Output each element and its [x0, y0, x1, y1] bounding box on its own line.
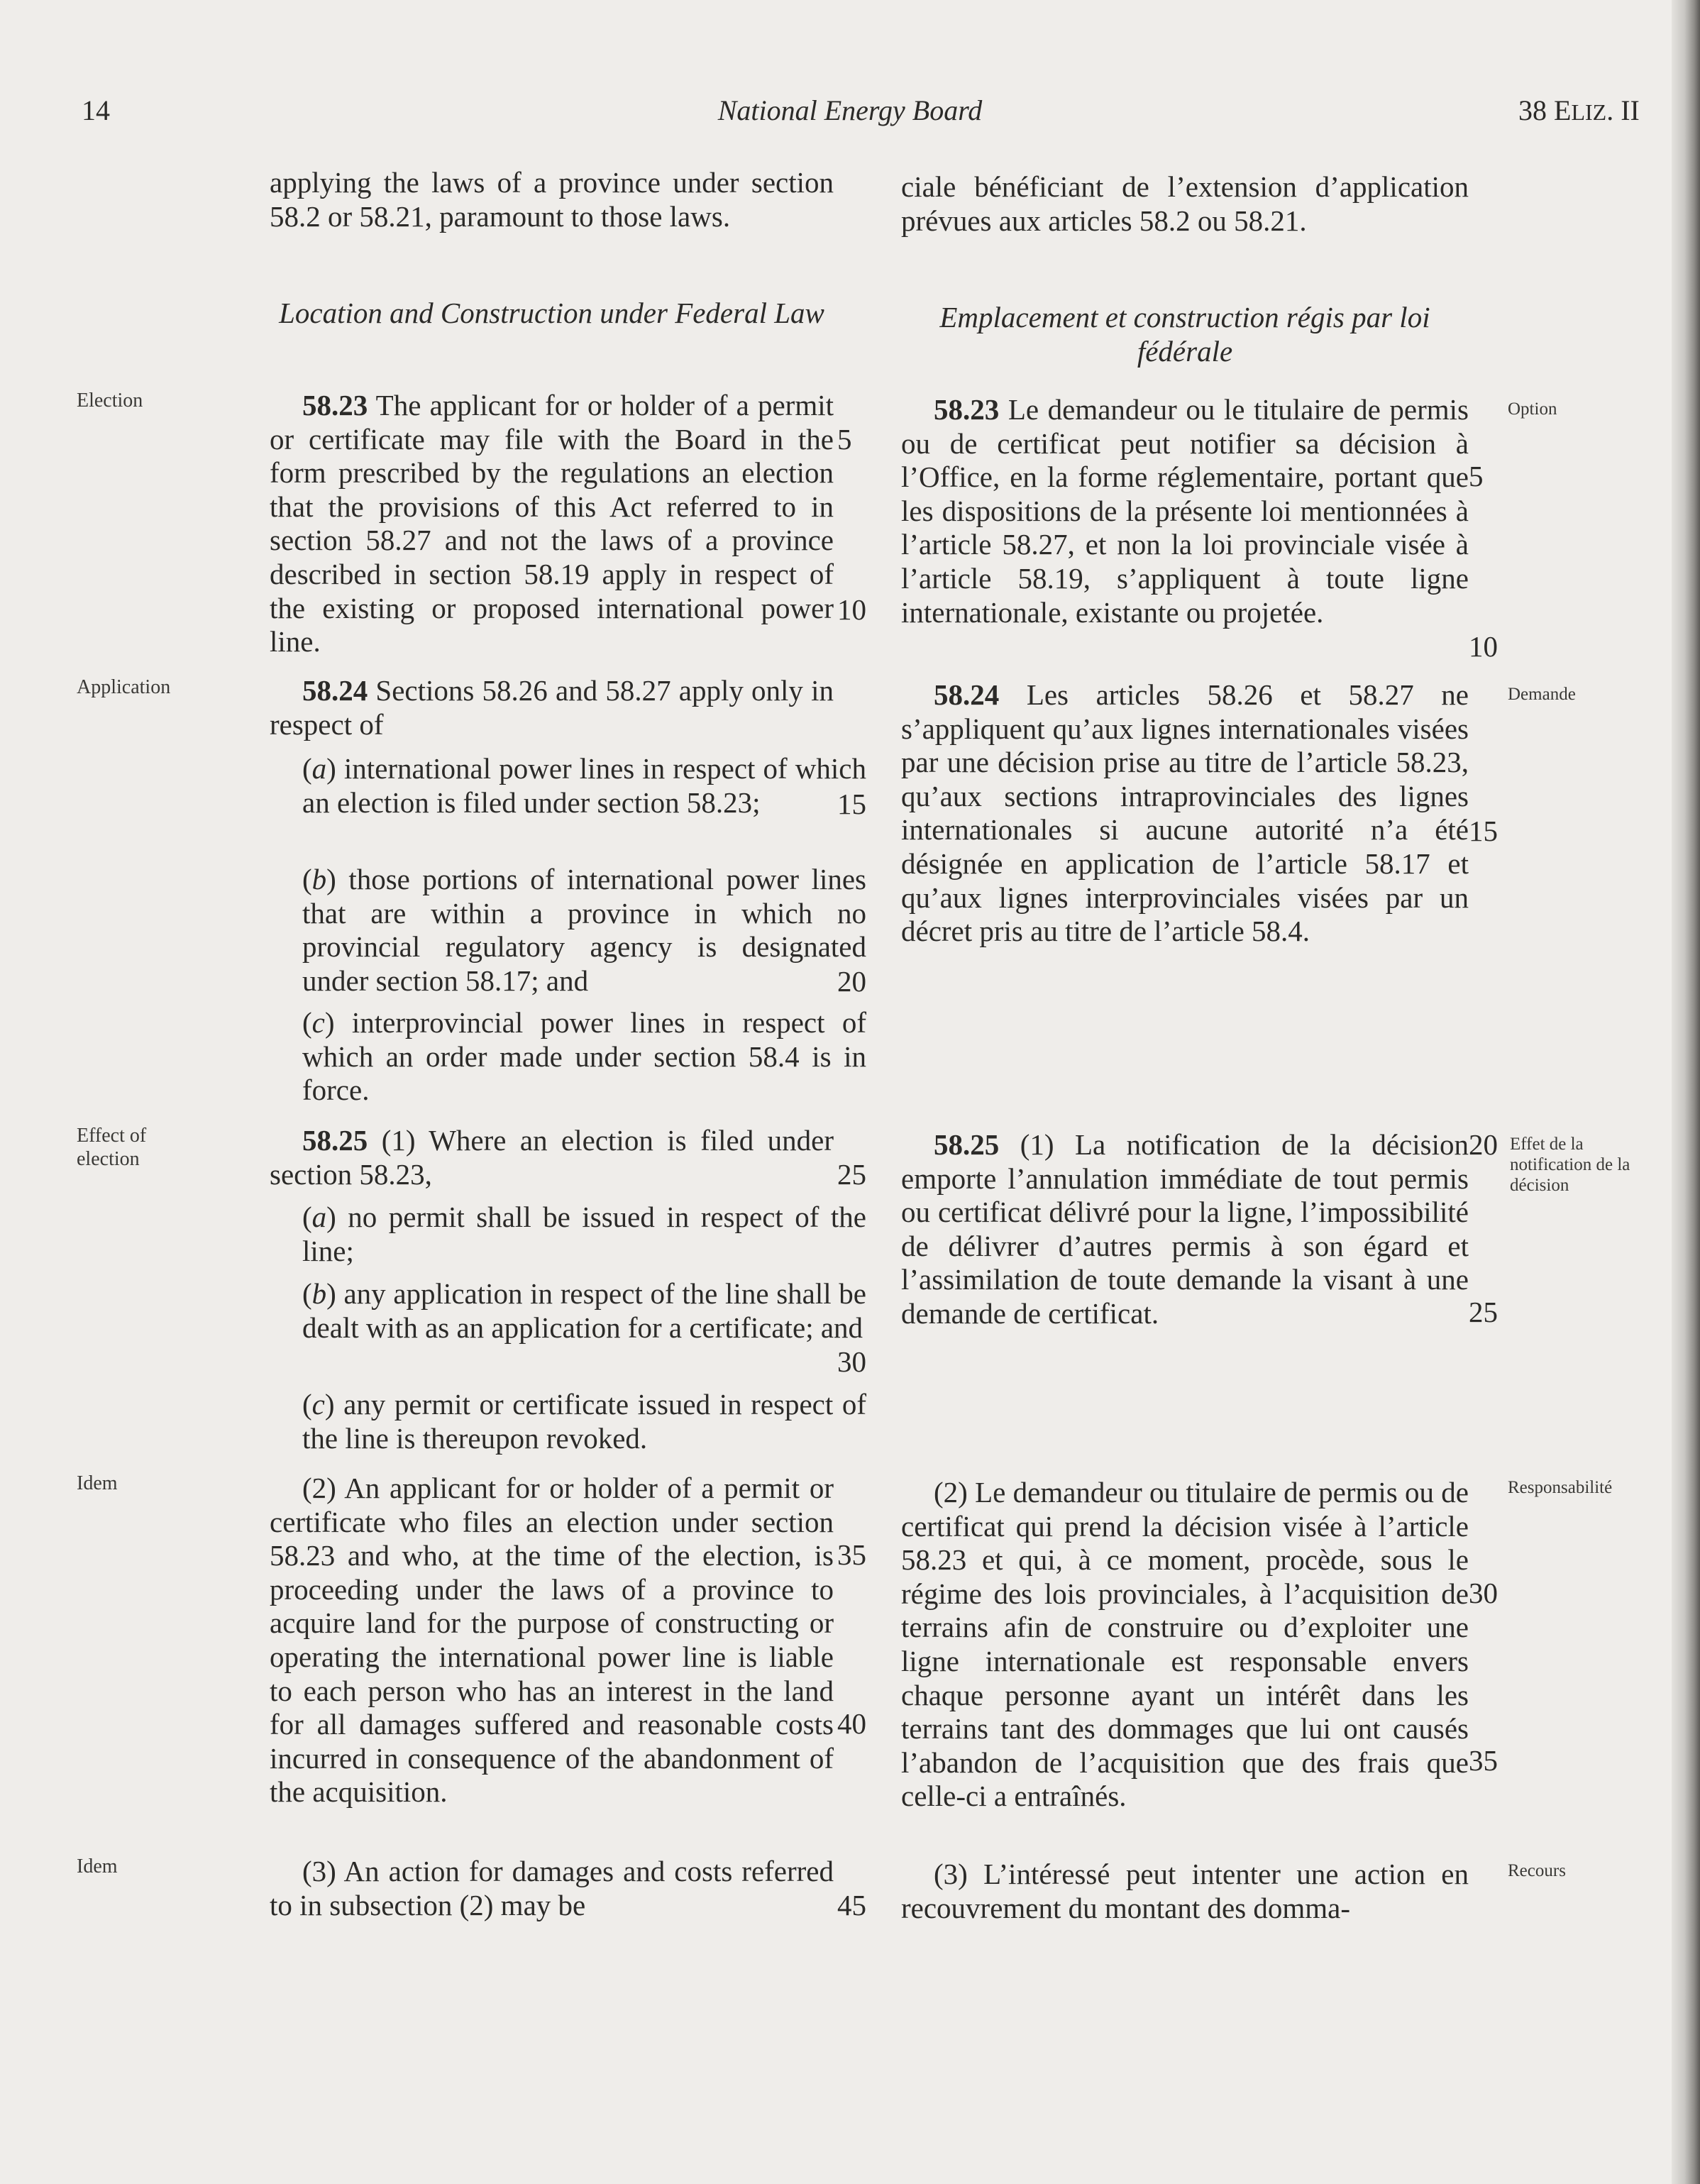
- fr-58-25-3: (3) L’intéressé peut intenter une action en recouvrement du montant des domma-: [901, 1858, 1469, 1924]
- page-edge-shadow: [1672, 0, 1700, 2184]
- line-number: 20: [1469, 1128, 1498, 1161]
- line-number: 30: [837, 1345, 866, 1378]
- en-section-58-25: 58.25 (1) Where an election is filed under section 58.23,: [270, 1124, 834, 1191]
- en-58-25-a: (a) no permit shall be issued in respect of the line;: [302, 1201, 866, 1267]
- en-58-24-a: (a) international power lines in respect of which an election is filed under section 58.23;: [302, 752, 866, 819]
- fr-continued-paragraph: ciale bénéficiant de l’extension d’application prévues aux articles 58.2 ou 58.21.: [901, 170, 1469, 237]
- page-number: 14: [82, 94, 110, 126]
- margin-note-effect-of-election: Effect of election: [77, 1125, 147, 1170]
- line-number: 30: [1469, 1577, 1498, 1609]
- line-number: 25: [1469, 1296, 1498, 1328]
- margin-note-option: Option: [1508, 399, 1557, 419]
- en-58-25-3: (3) An action for damages and costs referred to in subsection (2) may be: [270, 1855, 834, 1921]
- margin-note-election: Election: [77, 390, 143, 412]
- running-title: National Energy Board: [717, 94, 983, 126]
- line-number: 35: [837, 1538, 866, 1571]
- margin-note-idem: Idem: [77, 1855, 118, 1877]
- margin-note-application: Application: [77, 676, 171, 698]
- en-58-25-2: (2) An applicant for or holder of a permit or certificate who files an election under section 58.23 and who, at the time of the election, is proceeding under the laws of a province to acquire land for the purpose of constructing or operating the international power line is liable to each person who has an interest in the land for all damages suffered and reasonable costs incurred in consequence of the abandonment of the acquisition.: [270, 1472, 834, 1809]
- margin-note-effet: Effet de la notification de la décision: [1510, 1135, 1630, 1195]
- fr-section-58-24: 58.24 Les articles 58.26 et 58.27 ne s’appliquent qu’aux lignes internationales visées par une décision prise au titre de l’article 58.23, qu’aux sections intraprovinciales des lignes internationales si aucune autorité n’a été désignée en application de l’article 58.17 et qu’aux lignes interprovinciales visées par un décret pris au titre de l’article 58.4.: [901, 678, 1469, 948]
- line-number: 35: [1469, 1744, 1498, 1777]
- en-section-58-23: 58.23 The applicant for or holder of a permit or certificate may file with the Board in the form prescribed by the regulations an election that the provisions of this Act referred to in section 58.27 and not the laws of a province described in section 58.19 apply in respect of the existing or proposed international power line.: [270, 389, 834, 658]
- margin-note-responsabilite: Responsabilité: [1508, 1478, 1613, 1497]
- line-number: 5: [837, 423, 852, 456]
- line-number: 20: [837, 965, 866, 998]
- en-58-24-c: (c) interprovincial power lines in respect of which an order made under section 58.4 is in force.: [302, 1006, 866, 1107]
- fr-section-58-23: 58.23 Le demandeur ou le titulaire de permis ou de certificat peut notifier sa décision à l’Office, en la forme réglementaire, portant que les dispositions de la présente loi mentionnées à l’article 58.27, et non la loi provinciale visée à l’article 58.19, s’appliquent à toute ligne internationale, existante ou projetée.: [901, 393, 1469, 629]
- line-number: 5: [1469, 460, 1484, 492]
- margin-note-idem: Idem: [77, 1472, 118, 1494]
- fr-58-25-2: (2) Le demandeur ou titulaire de permis ou de certificat qui prend la décision visée à l’article 58.23 et qui, à ce moment, procède, sous le régime des lois provinciales, à l’acquisition de terrains afin de construire ou d’exploiter une ligne internationale est responsable envers chaque personne ayant un intérêt dans les terrains tant des dommages que lui ont causés l’abandon de l’acquisition que des frais que celle-ci a entraînés.: [901, 1476, 1469, 1813]
- line-number: 45: [837, 1889, 866, 1921]
- margin-note-recours: Recours: [1508, 1861, 1566, 1880]
- regnal-year: 38 ELIZ. II: [1518, 94, 1640, 126]
- line-number: 15: [837, 788, 866, 820]
- en-58-25-c: (c) any permit or certificate issued in respect of the line is thereupon revoked.: [302, 1388, 866, 1455]
- margin-note-demande: Demande: [1508, 685, 1576, 704]
- line-number: 25: [837, 1158, 866, 1191]
- line-number: 10: [1469, 630, 1498, 663]
- en-58-25-b: (b) any application in respect of the line shall be dealt with as an application for a certificate; and: [302, 1277, 866, 1344]
- line-number: 10: [837, 593, 866, 626]
- fr-section-58-25: 58.25 (1) La notification de la décision emporte l’annulation immédiate de tout permis ou certificat délivré pour la ligne, l’impossibilité de délivrer d’autres permis à son égard et l’assimilation de toute demande la visant à une demande de certificat.: [901, 1128, 1469, 1330]
- en-58-24-b: (b) those portions of international power lines that are within a province in which no provincial regulatory agency is designated under section 58.17; and: [302, 863, 866, 997]
- line-number: 15: [1469, 815, 1498, 847]
- en-continued-paragraph: applying the laws of a province under section 58.2 or 58.21, paramount to those laws.: [270, 166, 834, 233]
- fr-heading: Emplacement et construction régis par loi fédérale: [939, 301, 1430, 368]
- en-heading: Location and Construction under Federal Law: [279, 297, 824, 329]
- line-number: 40: [837, 1707, 866, 1740]
- en-section-58-24: 58.24 Sections 58.26 and 58.27 apply only in respect of: [270, 674, 834, 741]
